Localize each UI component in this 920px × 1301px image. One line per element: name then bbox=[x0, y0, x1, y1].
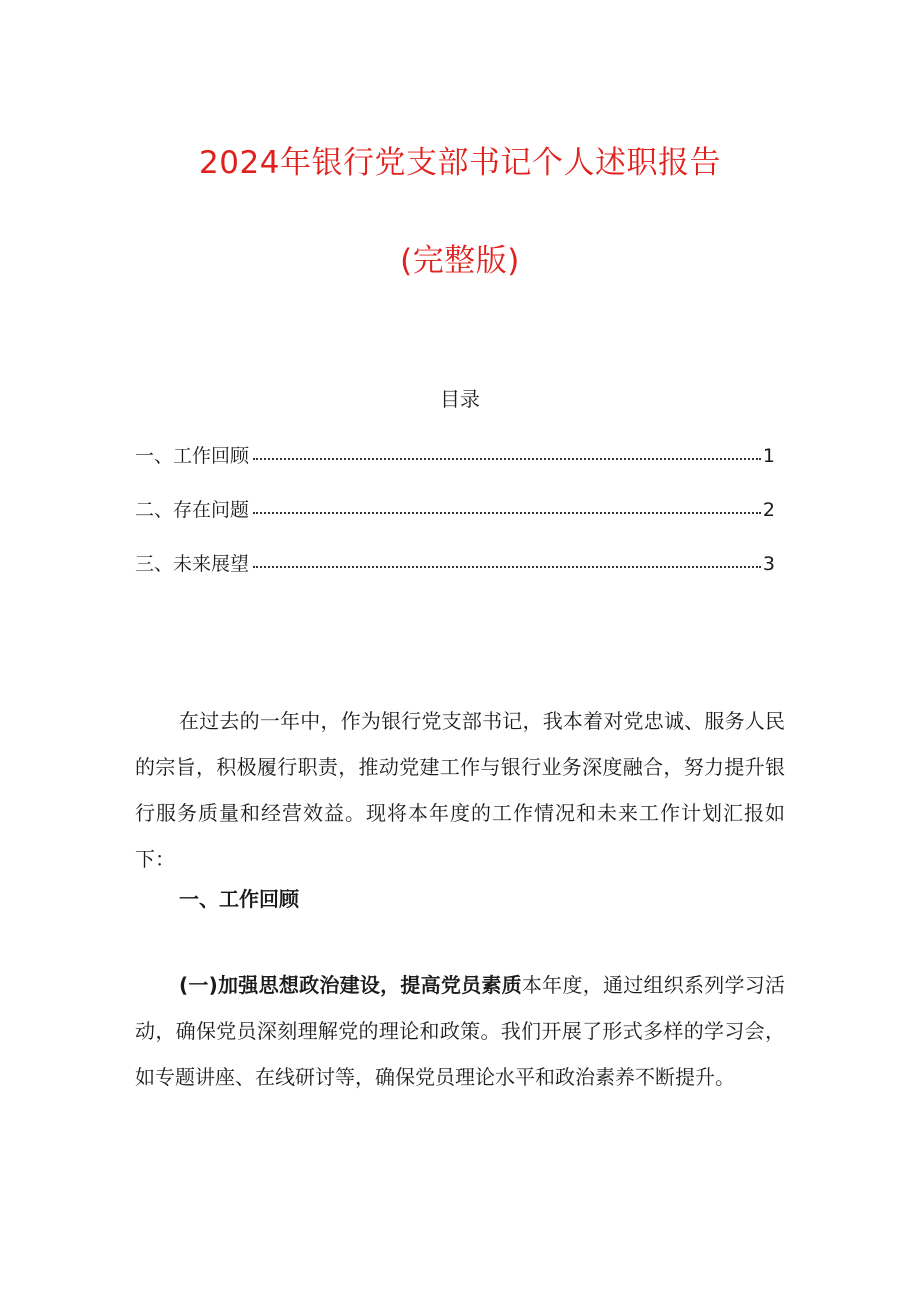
toc-heading: 目录 bbox=[440, 387, 480, 411]
document-title: 2024年银行党支部书记个人述职报告 bbox=[199, 145, 721, 181]
toc-dot-leader bbox=[253, 546, 761, 568]
toc-item[interactable] bbox=[135, 494, 775, 524]
toc-item-label: 二、存在问题 bbox=[135, 499, 250, 521]
toc-item-page: 2 bbox=[762, 499, 775, 521]
paragraph-lead: (一)加强思想政治建设，提高党员素质 bbox=[179, 973, 522, 997]
toc-item-label: 一、工作回顾 bbox=[135, 445, 250, 467]
paragraph-text: 本年度，通过组织系列学习活动，确保党员深刻理解党的理论和政策。我们开展了形式多样的学习会，如专题讲座、在线研讨等，确保党员理论水平和政治素养不断提升。 bbox=[135, 973, 786, 1089]
toc-item[interactable] bbox=[135, 548, 775, 578]
toc-item-label: 三、未来展望 bbox=[135, 553, 250, 575]
toc-item-page: 3 bbox=[762, 553, 775, 575]
toc-dot-leader bbox=[253, 438, 761, 460]
section-heading: 一、工作回顾 bbox=[179, 887, 299, 911]
body-paragraph bbox=[135, 962, 785, 1100]
toc-dot-leader bbox=[253, 492, 761, 514]
intro-paragraph: 在过去的一年中，作为银行党支部书记，我本着对党忠诚、服务人民的宗旨，积极履行职责，推动党建工作与银行业务深度融合，努力提升银行服务质量和经营效益。现将本年度的工作情况和未来工作计划汇报如下： bbox=[135, 709, 785, 871]
toc-item-page: 1 bbox=[762, 445, 775, 467]
toc-item[interactable] bbox=[135, 440, 775, 470]
document-subtitle: (完整版) bbox=[400, 243, 520, 279]
